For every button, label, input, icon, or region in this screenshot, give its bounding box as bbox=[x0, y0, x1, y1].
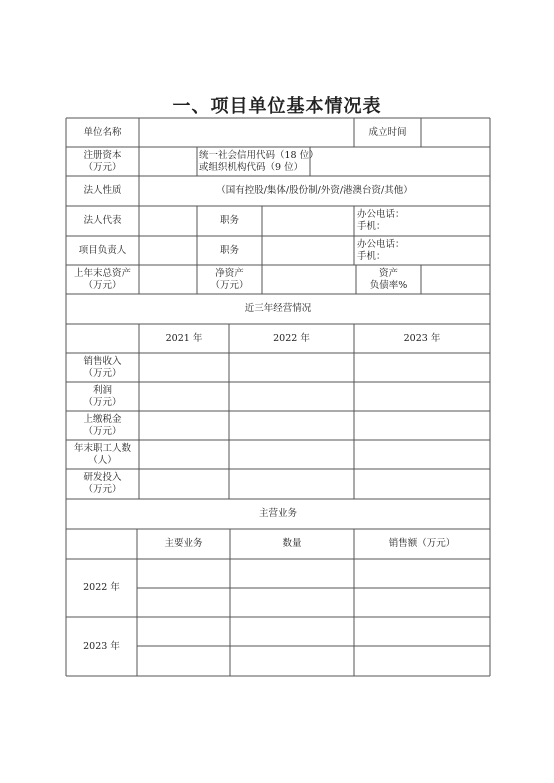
reg-capital-value[interactable] bbox=[139, 147, 197, 176]
operations-year-header: 2023 年 bbox=[403, 332, 441, 344]
founded-time-value[interactable] bbox=[421, 118, 490, 147]
operations-year-header: 2021 年 bbox=[165, 332, 203, 344]
business-year-label: 2022 年 bbox=[83, 582, 120, 593]
project-leader-position-value[interactable] bbox=[262, 236, 354, 265]
net-assets-value[interactable] bbox=[262, 265, 356, 294]
legal-nature-options[interactable]: （国有控股/集体/股份制/外资/港澳台资/其他） bbox=[216, 185, 413, 196]
project-leader-contact[interactable]: 办公电话： 手机： bbox=[357, 238, 405, 262]
business-section-title: 主营业务 bbox=[258, 508, 297, 519]
net-assets-label: 净资产 （万元） bbox=[210, 267, 249, 291]
business-year-label: 2023 年 bbox=[83, 640, 120, 652]
founded-time-label: 成立时间 bbox=[368, 126, 407, 138]
legal-rep-contact[interactable]: 办公电话： 手机： bbox=[357, 209, 405, 232]
legal-nature-label: 法人性质 bbox=[83, 185, 122, 196]
debt-ratio-label: 资产 负债率% bbox=[369, 267, 408, 291]
total-assets-value[interactable] bbox=[139, 265, 197, 294]
project-leader-position-label: 职务 bbox=[219, 244, 239, 256]
taxes-paid-label: 上缴税金 （万元） bbox=[83, 413, 122, 437]
total-assets-label: 上年末总资产 （万元） bbox=[73, 267, 131, 291]
project-leader-value[interactable] bbox=[139, 236, 197, 265]
credit-code-label: 统一社会信用代码（18 位） 或组织机构代码（9 位） bbox=[199, 149, 319, 173]
main-business-header: 主要业务 bbox=[164, 538, 203, 549]
profit-label: 利润 （万元） bbox=[83, 384, 122, 408]
project-leader-label: 项目负责人 bbox=[78, 244, 127, 256]
page-title: 一、项目单位基本情况表 bbox=[172, 96, 382, 117]
operations-section-title: 近三年经营情况 bbox=[244, 303, 312, 314]
credit-code-value[interactable] bbox=[310, 147, 490, 176]
unit-name-label: 单位名称 bbox=[83, 126, 122, 138]
legal-rep-position-label: 职务 bbox=[219, 215, 239, 226]
rd-investment-label: 研发投入 （万元） bbox=[83, 472, 122, 495]
legal-rep-label: 法人代表 bbox=[83, 215, 122, 226]
legal-rep-position-value[interactable] bbox=[262, 206, 354, 236]
sales-revenue-label: 销售收入 （万元） bbox=[83, 355, 122, 379]
debt-ratio-value[interactable] bbox=[421, 265, 490, 294]
operations-year-header: 2022 年 bbox=[273, 332, 310, 344]
reg-capital-label: 注册资本 （万元） bbox=[83, 149, 122, 173]
employee-count-label: 年末职工人数 （人） bbox=[73, 442, 131, 466]
unit-name-value[interactable] bbox=[139, 118, 354, 147]
quantity-header: 数量 bbox=[282, 538, 302, 549]
sales-amount-header: 销售额（万元） bbox=[388, 538, 456, 549]
legal-rep-value[interactable] bbox=[139, 206, 197, 236]
